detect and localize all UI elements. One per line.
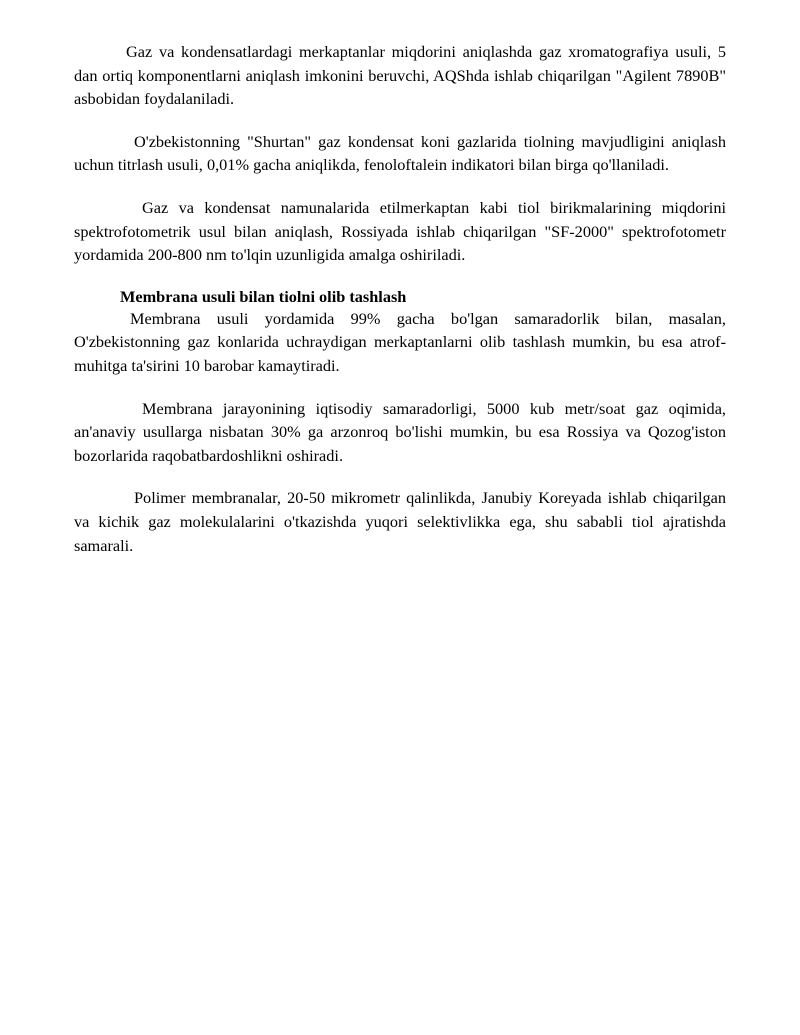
paragraph-membrane-economics: Membrana jarayonining iqtisodiy samaradorligi, 5000 kub metr/soat gaz oqimida, an'anaviy usullarga nisbatan 30% ga arzonroq bo'lishi mumkin, bu esa Rossiya va Qozog'iston bozorlarida raqobatbardoshlikni oshiradi. [74,398,726,465]
document-page [74,40,726,576]
paragraph-polymer-membranes: Polimer membranalar, 20-50 mikrometr qalinlikda, Janubiy Koreyada ishlab chiqarilgan va kichik gaz molekulalarini o'tkazishda yuqori selektivlikka ega, shu sababli tiol ajratishda samarali. [74,488,726,555]
section-heading: Membrana usuli bilan tiolni olib tashlash [120,286,407,306]
paragraph-titration-method: O'zbekistonning "Shurtan" gaz kondensat koni gazlarida tiolning mavjudligini aniqlash uchun titrlash usuli, 0,01% gacha aniqlikda, fenoloftalein indikatori bilan birga qo'llaniladi. [74,131,726,175]
paragraph-membrane-efficiency: Membrana usuli yordamida 99% gacha bo'lgan samaradorlik bilan, masalan, O'zbekistonning gaz konlarida uchraydigan merkaptanlarni olib tashlash mumkin, bu esa atrof-muhitga ta'sirini 10 barobar kamaytiradi. [74,308,726,375]
paragraph-gas-chromatography: Gaz va kondensatlardagi merkaptanlar miqdorini aniqlashda gaz xromatografiya usuli, 5 dan ortiq komponentlarni aniqlash imkonini beruvchi, AQShda ishlab chiqarilgan "Agilent 7890B" asbobidan foydalaniladi. [74,42,726,109]
paragraph-spectrophotometry: Gaz va kondensat namunalarida etilmerkaptan kabi tiol birikmalarining miqdorini spektrofotometrik usul bilan aniqlash, Rossiyada ishlab chiqarilgan "SF-2000" spektrofotometr yordamida 200-800 nm to'lqin uzunligida amalga oshiriladi. [74,197,726,265]
